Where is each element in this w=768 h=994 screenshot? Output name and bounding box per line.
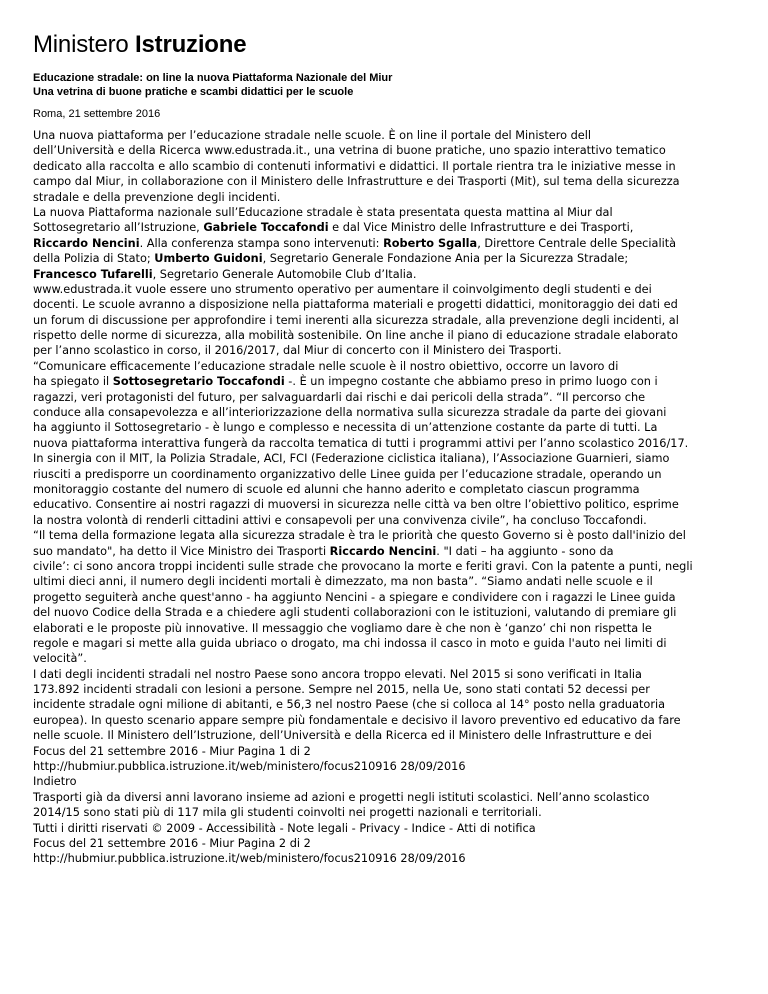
text-segment: rispetto delle norme di sicurezza, alla mobilità sostenibile. On line anche il piano di educazione stradale elaborato — [33, 329, 678, 343]
body-line — [33, 159, 753, 174]
text-segment: , Direttore Centrale delle Specialità — [477, 236, 677, 250]
text-segment: . Alla conferenza stampa sono intervenuti: — [139, 236, 384, 250]
body-line — [33, 282, 753, 297]
body-line — [33, 667, 753, 682]
text-segment: docenti. Le scuole avranno a disposizione nella piattaforma materiali e progetti didattici, monitoraggio dei dati ed — [33, 298, 678, 312]
text-segment: ha aggiunto il Sottosegretario - è lungo e complesso e necessita di un’attenzione costante da parte di tutti. La — [33, 421, 658, 435]
text-segment: www.edustrada.it vuole essere uno strumento operativo per aumentare il coinvolgimento degli studenti e dei — [33, 282, 652, 296]
text-segment: europea). In questo scenario appare sempre più fondamentale e decisivo il lavoro preventivo ed educativo da fare — [33, 713, 681, 727]
text-segment: monitoraggio costante del numero di scuole ed alunni che hanno aderito e completato ciascun programma — [33, 482, 640, 496]
body-line — [33, 313, 753, 328]
article-subtitle — [33, 71, 392, 99]
body-line — [33, 744, 753, 759]
body-line — [33, 528, 753, 543]
body-line — [33, 143, 753, 158]
body-line — [33, 220, 753, 235]
body-line — [33, 482, 753, 497]
body-line — [33, 420, 753, 435]
bold-name: Roberto Sgalla — [383, 236, 478, 250]
text-segment: Tutti i diritti riservati © 2009 - Accessibilità - Note legali - Privacy - Indice - Atti di notifica — [33, 821, 536, 835]
body-line — [33, 851, 753, 866]
text-segment: ultimi dieci anni, il numero degli incidenti mortali è dimezzato, ma non basta”. “Siamo andati nelle scuole e il — [33, 575, 653, 589]
bold-name: Riccardo Nencini — [33, 236, 140, 250]
text-segment: Focus del 21 settembre 2016 - Miur Pagina 1 di 2 — [33, 744, 311, 758]
body-line — [33, 774, 753, 789]
text-segment: civile’: ci sono ancora troppi incidenti sulle strade che provocano la morte e feriti gravi. Con la patente a punti, negli — [33, 559, 693, 573]
body-line — [33, 621, 753, 636]
body-line — [33, 497, 753, 512]
text-segment: dedicato alla raccolta e allo scambio di contenuti informativi e didattici. Il portale rientra tra le iniziative messe in — [33, 159, 676, 173]
text-segment: “Comunicare efficacemente l’educazione stradale nelle scuole è il nostro obiettivo, occorre un lavoro di — [33, 359, 619, 373]
body-line — [33, 682, 753, 697]
body-line — [33, 451, 753, 466]
text-segment: , Segretario Generale Automobile Club d’Italia. — [152, 267, 417, 281]
text-segment: Una nuova piattaforma per l’educazione stradale nelle scuole. È on line il portale del Ministero dell — [33, 129, 592, 142]
text-segment: un forum di discussione per approfondire i temi inerenti alla sicurezza stradale, alla prevenzione degli incidenti, al — [33, 313, 679, 327]
text-segment: , Segretario Generale Fondazione Ania per la Sicurezza Stradale; — [262, 252, 629, 266]
text-segment: ha spiegato il — [33, 375, 113, 389]
body-line — [33, 759, 753, 774]
body-line — [33, 544, 753, 559]
body-line — [33, 174, 753, 189]
bold-name: Gabriele Toccafondi — [203, 221, 329, 235]
text-segment: del nuovo Codice della Strada e a chiedere agli studenti collaborazioni con le istituzioni, valutando di premiare gli — [33, 606, 677, 620]
body-line — [33, 836, 753, 851]
text-segment: Trasporti già da diversi anni lavorano insieme ad azioni e progetti negli istituti scolastici. Nell’anno scolastico — [33, 790, 650, 804]
body-line — [33, 374, 753, 389]
body-line — [33, 190, 753, 205]
body-line — [33, 405, 753, 420]
text-segment: suo mandato", ha detto il Vice Ministro dei Trasporti — [33, 544, 330, 558]
body-line — [33, 128, 753, 143]
body-line — [33, 728, 753, 743]
text-segment: . "I dati – ha aggiunto - sono da — [436, 544, 614, 558]
body-line — [33, 636, 753, 651]
body-line — [33, 805, 753, 820]
body-line — [33, 467, 753, 482]
text-segment: ragazzi, veri protagonisti del futuro, per salvaguardarli dai rischi e dai pericoli della strada”. “Il percorso che — [33, 390, 646, 404]
body-line — [33, 359, 753, 374]
body-line — [33, 267, 753, 282]
text-segment: Sottosegretario all’Istruzione, — [33, 221, 204, 235]
bold-name: Francesco Tufarelli — [33, 267, 153, 281]
body-line — [33, 513, 753, 528]
body-line — [33, 236, 753, 251]
text-segment: incidente stradale ogni milione di abitanti, e 56,3 nel nostro Paese (che si colloca al 14° posto nella graduatoria — [33, 698, 666, 712]
header-light: Ministero — [33, 31, 136, 58]
bold-name: Riccardo Nencini — [329, 544, 437, 558]
article-body — [33, 128, 753, 867]
body-line — [33, 205, 753, 220]
text-segment: nuova piattaforma interattiva fungerà da raccolta tematica di tutti i programmi attivi per l’anno scolastico 2016/17. — [33, 436, 689, 450]
text-segment: In sinergia con il MIT, la Polizia Stradale, ACI, FCI (Federazione ciclistica italiana), l’Associazione Guarnieri, siamo — [33, 452, 670, 466]
text-segment: “Il tema della formazione legata alla sicurezza stradale è tra le priorità che questo Governo si è posto dall'inizio del — [33, 529, 686, 543]
text-segment: I dati degli incidenti stradali nel nostro Paese sono ancora troppo elevati. Nel 2015 si sono verificati in Italia — [33, 667, 642, 681]
body-line — [33, 574, 753, 589]
body-line — [33, 297, 753, 312]
body-line — [33, 697, 753, 712]
text-segment: e dal Vice Ministro delle Infrastrutture e dei Trasporti, — [328, 221, 634, 235]
text-segment: 173.892 incidenti stradali con lesioni a persone. Sempre nel 2015, nella Ue, sono stati contati 52 decessi per — [33, 683, 650, 697]
body-line — [33, 251, 753, 266]
body-line — [33, 390, 753, 405]
text-segment: Focus del 21 settembre 2016 - Miur Pagina 2 di 2 — [33, 836, 311, 850]
text-segment: La nuova Piattaforma nazionale sull’Educazione stradale è stata presentata questa mattina al Miur dal — [33, 205, 613, 219]
ministry-header — [33, 30, 246, 60]
text-segment: della Polizia di Stato; — [33, 252, 155, 266]
text-segment: educativo. Consentire ai nostri ragazzi di muoversi in sicurezza nelle città va ben oltre l’obiettivo politico, esprime — [33, 498, 679, 512]
text-segment: Indietro — [33, 775, 77, 789]
bold-name: Sottosegretario Toccafondi — [112, 375, 285, 389]
text-segment: la nostra volontà di renderli cittadini attivi e consapevoli per una convivenza civile”, ha concluso Toccafondi. — [33, 513, 647, 527]
body-line — [33, 790, 753, 805]
body-line — [33, 651, 753, 666]
body-line — [33, 590, 753, 605]
header-bold: Istruzione — [135, 31, 247, 58]
text-segment: -. È un impegno costante che abbiamo preso in primo luogo con i — [284, 375, 658, 389]
text-segment: nelle scuole. Il Ministero dell’Istruzione, dell’Università e della Ricerca ed il Ministero delle Infrastrutture e dei — [33, 729, 652, 743]
body-line — [33, 343, 753, 358]
text-segment: 2014/15 sono stati più di 117 mila gli studenti coinvolti nei progetti nazionali e territoriali. — [33, 806, 542, 820]
text-segment: campo dal Miur, in collaborazione con il Ministero delle Infrastrutture e dei Trasporti (Mit), sul tema della sicurezza — [33, 175, 680, 189]
text-segment: conduce alla consapevolezza e all’interiorizzazione della normativa sulla sicurezza stradale da parte dei giovani — [33, 406, 667, 420]
text-segment: progetto seguiterà anche quest'anno - ha aggiunto Nencini - a spiegare e condividere con i ragazzi le Linee guida — [33, 590, 676, 604]
subtitle-line-2: Una vetrina di buone pratiche e scambi didattici per le scuole — [33, 86, 354, 98]
subtitle-line-1: Educazione stradale: on line la nuova Piattaforma Nazionale del Miur — [33, 72, 393, 84]
text-segment: http://hubmiur.pubblica.istruzione.it/web/ministero/focus210916 28/09/2016 — [33, 852, 466, 866]
text-segment: elaborati e le proposte più innovative. Il messaggio che vogliamo dare è che non è ‘ganzo’ chi non rispetta le — [33, 621, 652, 635]
body-line — [33, 821, 753, 836]
body-line — [33, 713, 753, 728]
text-segment: dell’Università e della Ricerca www.edustrada.it., una vetrina di buone pratiche, uno spazio interattivo tematico — [33, 144, 666, 158]
body-line — [33, 328, 753, 343]
text-segment: stradale e della prevenzione degli incidenti. — [33, 190, 281, 204]
bold-name: Umberto Guidoni — [154, 252, 263, 266]
text-segment: http://hubmiur.pubblica.istruzione.it/web/ministero/focus210916 28/09/2016 — [33, 760, 466, 774]
text-segment: regole e magari si mette alla guida ubriaco o drogato, ma chi indossa il casco in moto e guida l'auto nei limiti di — [33, 636, 667, 650]
body-line — [33, 559, 753, 574]
text-segment: riusciti a predisporre un coordinamento organizzativo delle Linee guida per l’educazione stradale, operando un — [33, 467, 662, 481]
text-segment: per l’anno scolastico in corso, il 2016/2017, dal Miur di concerto con il Ministero dei Trasporti. — [33, 344, 562, 358]
text-segment: velocità”. — [33, 652, 87, 666]
article-date: Roma, 21 settembre 2016 — [33, 108, 161, 120]
body-line — [33, 436, 753, 451]
body-line — [33, 605, 753, 620]
